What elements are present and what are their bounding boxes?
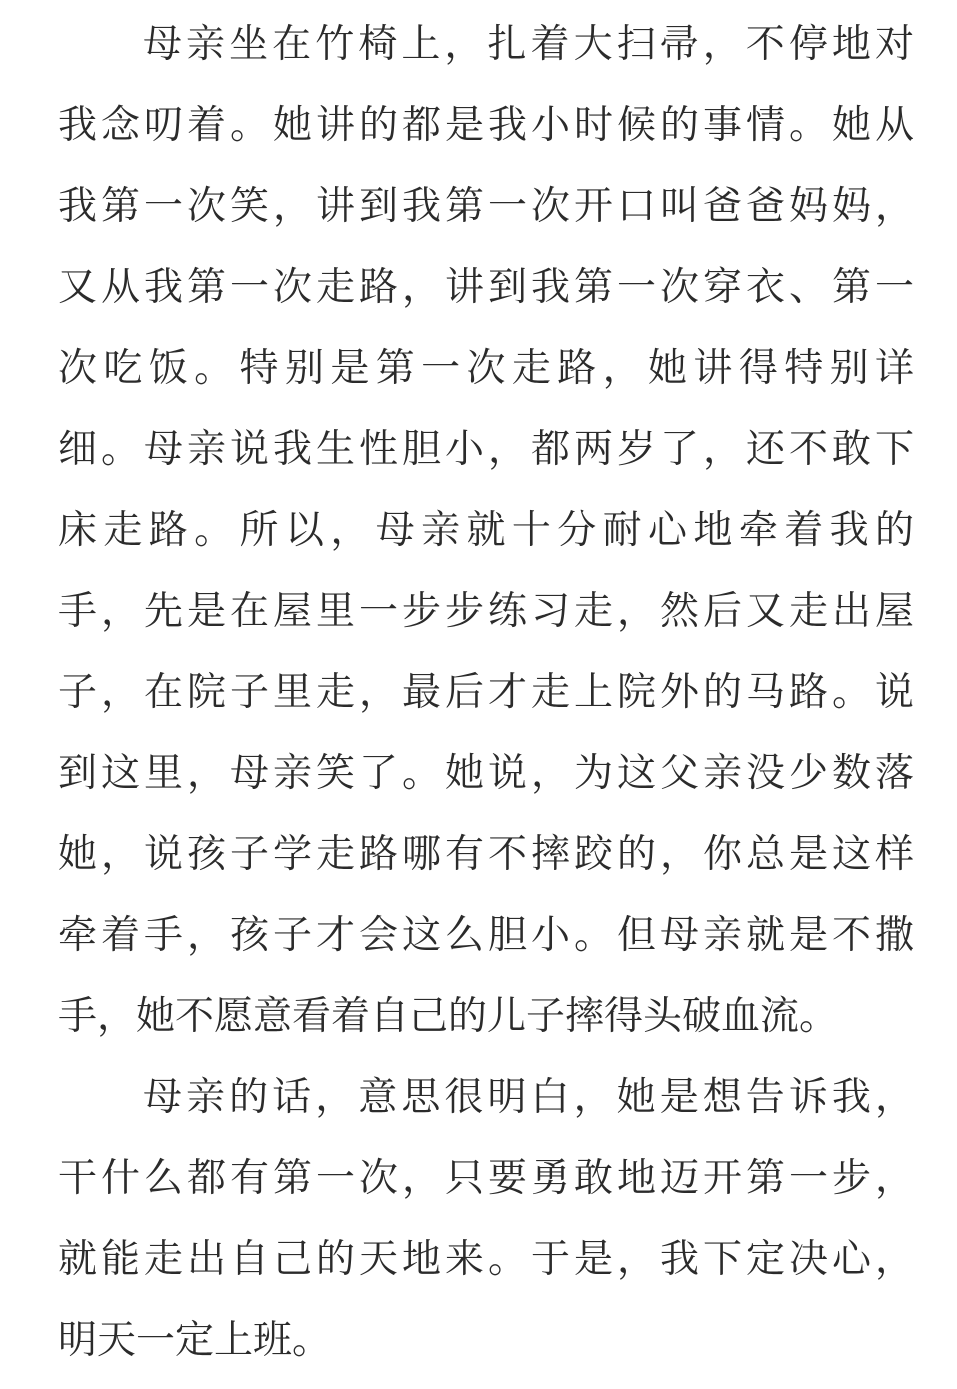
paragraph-2-line-2: 干什么都有第一次，只要勇敢地迈开第一步， xyxy=(58,1156,914,1201)
paragraph-1-line-2: 我念叨着。她讲的都是我小时候的事情。她从 xyxy=(58,103,914,148)
paragraph-1-line-3: 我第一次笑，讲到我第一次开口叫爸爸妈妈， xyxy=(58,184,914,229)
paragraph-2-line-3: 就能走出自己的天地来。于是，我下定决心， xyxy=(58,1237,914,1282)
paragraph-1-line-9: 子，在院子里走，最后才走上院外的马路。说 xyxy=(58,670,914,715)
paragraph-1-line-6: 细。母亲说我生性胆小，都两岁了，还不敢下 xyxy=(58,427,914,472)
paragraph-1-line-7: 床走路。所以，母亲就十分耐心地牵着我的 xyxy=(58,508,914,553)
paragraph-1-line-11: 她，说孩子学走路哪有不摔跤的，你总是这样 xyxy=(58,832,914,877)
paragraph-1-line-12: 牵着手，孩子才会这么胆小。但母亲就是不撒 xyxy=(58,913,914,958)
paragraph-1-line-1: 母亲坐在竹椅上，扎着大扫帚，不停地对 xyxy=(143,22,914,67)
paragraph-1-line-10: 到这里，母亲笑了。她说，为这父亲没少数落 xyxy=(58,751,914,796)
paragraph-1-line-5: 次吃饭。特别是第一次走路，她讲得特别详 xyxy=(58,346,914,391)
paragraph-1-line-4: 又从我第一次走路，讲到我第一次穿衣、第一 xyxy=(58,265,914,310)
paragraph-1-line-8: 手，先是在屋里一步步练习走，然后又走出屋 xyxy=(58,589,914,634)
paragraph-2-line-4: 明天一定上班。 xyxy=(58,1318,332,1363)
paragraph-2-line-1: 母亲的话，意思很明白，她是想告诉我， xyxy=(143,1075,914,1120)
paragraph-1-line-13: 手，她不愿意看着自己的儿子摔得头破血流。 xyxy=(58,994,839,1039)
